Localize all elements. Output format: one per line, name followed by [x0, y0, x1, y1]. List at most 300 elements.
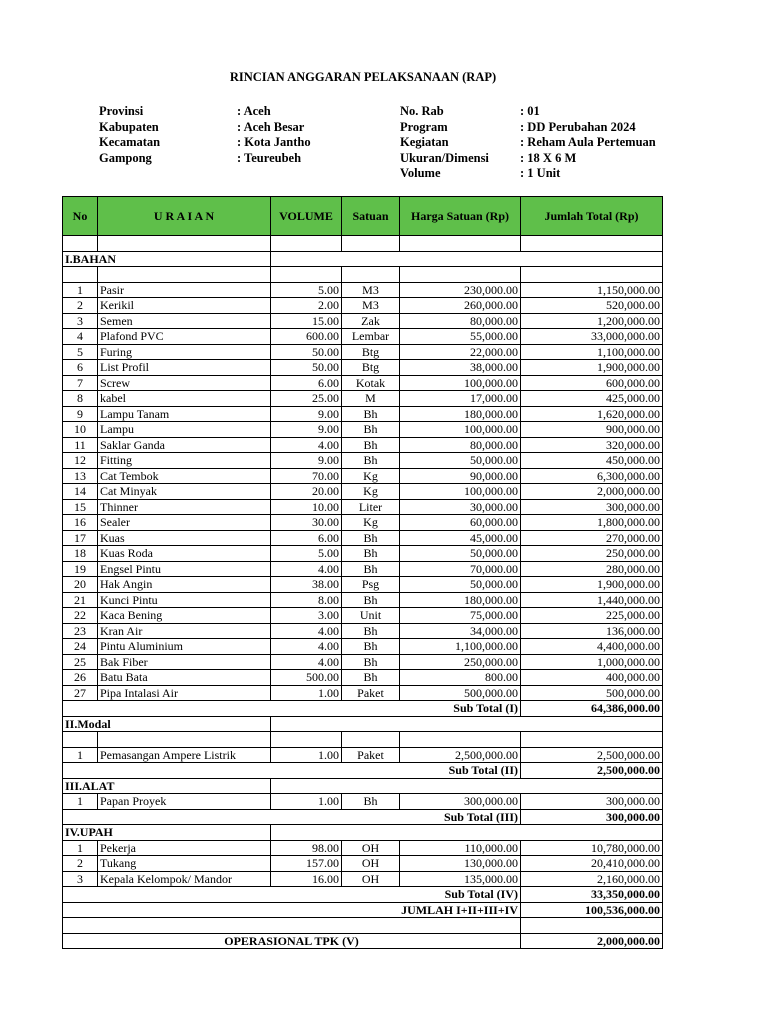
- table-row: [63, 515, 663, 531]
- item-volume: 4.00: [271, 561, 342, 577]
- subtotal-spacer: [63, 701, 400, 717]
- grand-total-value: 100,536,000.00: [521, 902, 663, 918]
- item-jumlah-total: 400,000.00: [521, 670, 663, 686]
- item-no: 1: [63, 840, 98, 856]
- info-label: Kabupaten: [99, 119, 159, 134]
- item-satuan: Bh: [342, 623, 400, 639]
- blank-row: [63, 732, 663, 748]
- item-harga-satuan: 2,500,000.00: [400, 747, 521, 763]
- subtotal-value: 64,386,000.00: [521, 701, 663, 717]
- item-no: 22: [63, 608, 98, 624]
- item-volume: 30.00: [271, 515, 342, 531]
- subtotal-value: 33,350,000.00: [521, 887, 663, 903]
- table-row: [63, 437, 663, 453]
- info-label: Provinsi: [99, 104, 144, 118]
- subtotal-value: 300,000.00: [521, 809, 663, 825]
- section-title: IV.UPAH: [63, 825, 271, 841]
- table-row: [63, 654, 663, 670]
- section-filler: [271, 778, 663, 794]
- item-jumlah-total: 10,780,000.00: [521, 840, 663, 856]
- item-satuan: Paket: [342, 685, 400, 701]
- table-row: [63, 856, 663, 872]
- item-uraian: Batu Bata: [98, 670, 271, 686]
- blank-cell: [63, 732, 98, 748]
- item-harga-satuan: 90,000.00: [400, 468, 521, 484]
- table-row: [63, 484, 663, 500]
- item-uraian: Pemasangan Ampere Listrik: [98, 747, 271, 763]
- item-jumlah-total: 1,200,000.00: [521, 313, 663, 329]
- item-no: 12: [63, 453, 98, 469]
- item-satuan: Bh: [342, 561, 400, 577]
- blank-cell: [271, 267, 342, 283]
- item-volume: 4.00: [271, 639, 342, 655]
- subtotal-row: [63, 809, 663, 825]
- table-row: [63, 344, 663, 360]
- item-jumlah-total: 6,300,000.00: [521, 468, 663, 484]
- item-jumlah-total: 1,000,000.00: [521, 654, 663, 670]
- item-harga-satuan: 17,000.00: [400, 391, 521, 407]
- item-uraian: Sealer: [98, 515, 271, 531]
- item-no: 20: [63, 577, 98, 593]
- item-harga-satuan: 800.00: [400, 670, 521, 686]
- item-volume: 6.00: [271, 530, 342, 546]
- item-harga-satuan: 38,000.00: [400, 360, 521, 376]
- item-volume: 4.00: [271, 654, 342, 670]
- item-jumlah-total: 450,000.00: [521, 453, 663, 469]
- item-no: 21: [63, 592, 98, 608]
- item-no: 3: [63, 871, 98, 887]
- info-label: Program: [400, 119, 448, 134]
- item-jumlah-total: 1,900,000.00: [521, 577, 663, 593]
- item-volume: 2.00: [271, 298, 342, 314]
- blank-cell: [98, 236, 271, 252]
- item-satuan: Kg: [342, 468, 400, 484]
- info-value: : Aceh: [237, 104, 271, 118]
- table-row: [63, 422, 663, 438]
- item-no: 8: [63, 391, 98, 407]
- info-value: : Kota Jantho: [237, 135, 311, 150]
- item-jumlah-total: 2,160,000.00: [521, 871, 663, 887]
- info-value: : 01: [520, 104, 540, 118]
- item-no: 1: [63, 747, 98, 763]
- item-no: 17: [63, 530, 98, 546]
- item-harga-satuan: 1,100,000.00: [400, 639, 521, 655]
- item-jumlah-total: 425,000.00: [521, 391, 663, 407]
- table-row: [63, 391, 663, 407]
- item-satuan: Bh: [342, 546, 400, 562]
- item-volume: 5.00: [271, 546, 342, 562]
- item-jumlah-total: 1,150,000.00: [521, 282, 663, 298]
- blank-cell: [342, 236, 400, 252]
- item-uraian: Kuas: [98, 530, 271, 546]
- item-uraian: Pintu Aluminium: [98, 639, 271, 655]
- item-volume: 16.00: [271, 871, 342, 887]
- subtotal-label: Sub Total (III): [400, 809, 521, 825]
- table-row: [63, 840, 663, 856]
- blank-cell: [271, 732, 342, 748]
- table-row: [63, 530, 663, 546]
- item-satuan: Kg: [342, 515, 400, 531]
- item-satuan: Kg: [342, 484, 400, 500]
- item-harga-satuan: 50,000.00: [400, 577, 521, 593]
- item-no: 2: [63, 298, 98, 314]
- item-volume: 8.00: [271, 592, 342, 608]
- info-label: Volume: [400, 166, 441, 181]
- subtotal-value: 2,500,000.00: [521, 763, 663, 779]
- item-uraian: Lampu Tanam: [98, 406, 271, 422]
- item-no: 1: [63, 282, 98, 298]
- item-jumlah-total: 2,000,000.00: [521, 484, 663, 500]
- item-satuan: Bh: [342, 639, 400, 655]
- section-row: [63, 778, 663, 794]
- item-no: 25: [63, 654, 98, 670]
- item-volume: 600.00: [271, 329, 342, 345]
- item-satuan: Bh: [342, 437, 400, 453]
- blank-cell: [400, 236, 521, 252]
- blank-cell: [400, 267, 521, 283]
- table-row: [63, 329, 663, 345]
- item-harga-satuan: 34,000.00: [400, 623, 521, 639]
- item-jumlah-total: 1,800,000.00: [521, 515, 663, 531]
- item-jumlah-total: 900,000.00: [521, 422, 663, 438]
- item-jumlah-total: 4,400,000.00: [521, 639, 663, 655]
- section-filler: [271, 825, 663, 841]
- item-harga-satuan: 80,000.00: [400, 437, 521, 453]
- section-title: III.ALAT: [63, 778, 271, 794]
- blank-cell: [521, 267, 663, 283]
- section-title: II.Modal: [63, 716, 271, 732]
- item-volume: 157.00: [271, 856, 342, 872]
- item-harga-satuan: 180,000.00: [400, 592, 521, 608]
- item-jumlah-total: 250,000.00: [521, 546, 663, 562]
- item-uraian: Pekerja: [98, 840, 271, 856]
- item-uraian: Kunci Pintu: [98, 592, 271, 608]
- item-uraian: Lampu: [98, 422, 271, 438]
- item-jumlah-total: 300,000.00: [521, 499, 663, 515]
- info-values-left: [237, 104, 311, 166]
- section-filler: [271, 716, 663, 732]
- item-jumlah-total: 320,000.00: [521, 437, 663, 453]
- table-row: [63, 499, 663, 515]
- subtotal-spacer: [63, 763, 400, 779]
- info-value: : DD Perubahan 2024: [520, 119, 636, 134]
- table-row: [63, 313, 663, 329]
- item-satuan: M3: [342, 298, 400, 314]
- blank-cell: [63, 236, 98, 252]
- header-jumlah-total: Jumlah Total (Rp): [521, 197, 663, 236]
- item-volume: 20.00: [271, 484, 342, 500]
- info-value: : Aceh Besar: [237, 119, 305, 134]
- item-no: 18: [63, 546, 98, 562]
- item-harga-satuan: 100,000.00: [400, 375, 521, 391]
- item-satuan: Paket: [342, 747, 400, 763]
- table-row: [63, 623, 663, 639]
- item-uraian: Bak Fiber: [98, 654, 271, 670]
- blank-cell: [521, 236, 663, 252]
- header-satuan: Satuan: [342, 197, 400, 236]
- item-no: 15: [63, 499, 98, 515]
- item-volume: 50.00: [271, 360, 342, 376]
- item-jumlah-total: 520,000.00: [521, 298, 663, 314]
- item-volume: 6.00: [271, 375, 342, 391]
- item-satuan: Btg: [342, 360, 400, 376]
- item-jumlah-total: 300,000.00: [521, 794, 663, 810]
- subtotal-spacer: [63, 809, 400, 825]
- item-volume: 38.00: [271, 577, 342, 593]
- table-row: [63, 592, 663, 608]
- item-no: 7: [63, 375, 98, 391]
- item-no: 13: [63, 468, 98, 484]
- item-uraian: Kerikil: [98, 298, 271, 314]
- blank-cell: [98, 732, 271, 748]
- item-no: 5: [63, 344, 98, 360]
- item-uraian: Kran Air: [98, 623, 271, 639]
- item-no: 16: [63, 515, 98, 531]
- item-harga-satuan: 55,000.00: [400, 329, 521, 345]
- subtotal-label: Sub Total (I): [400, 701, 521, 717]
- item-uraian: Fitting: [98, 453, 271, 469]
- item-volume: 25.00: [271, 391, 342, 407]
- item-harga-satuan: 50,000.00: [400, 546, 521, 562]
- blank-row: [63, 918, 663, 934]
- item-no: 1: [63, 794, 98, 810]
- item-no: 24: [63, 639, 98, 655]
- item-uraian: Saklar Ganda: [98, 437, 271, 453]
- item-uraian: List Profil: [98, 360, 271, 376]
- item-satuan: Psg: [342, 577, 400, 593]
- item-satuan: Bh: [342, 530, 400, 546]
- subtotal-row: [63, 887, 663, 903]
- item-uraian: Furing: [98, 344, 271, 360]
- item-no: 19: [63, 561, 98, 577]
- grand-total-row: [63, 902, 663, 918]
- item-harga-satuan: 300,000.00: [400, 794, 521, 810]
- blank-cell: [521, 732, 663, 748]
- item-jumlah-total: 1,620,000.00: [521, 406, 663, 422]
- item-jumlah-total: 20,410,000.00: [521, 856, 663, 872]
- item-no: 23: [63, 623, 98, 639]
- table-row: [63, 282, 663, 298]
- table-header-row: [63, 197, 663, 236]
- item-uraian: Pipa Intalasi Air: [98, 685, 271, 701]
- item-uraian: Engsel Pintu: [98, 561, 271, 577]
- item-harga-satuan: 135,000.00: [400, 871, 521, 887]
- subtotal-row: [63, 763, 663, 779]
- item-harga-satuan: 260,000.00: [400, 298, 521, 314]
- item-jumlah-total: 270,000.00: [521, 530, 663, 546]
- item-satuan: Bh: [342, 453, 400, 469]
- item-harga-satuan: 22,000.00: [400, 344, 521, 360]
- item-jumlah-total: 500,000.00: [521, 685, 663, 701]
- item-satuan: Zak: [342, 313, 400, 329]
- item-uraian: Tukang: [98, 856, 271, 872]
- item-no: 9: [63, 406, 98, 422]
- item-jumlah-total: 136,000.00: [521, 623, 663, 639]
- info-labels-right: [400, 104, 489, 182]
- item-harga-satuan: 100,000.00: [400, 422, 521, 438]
- item-harga-satuan: 60,000.00: [400, 515, 521, 531]
- item-jumlah-total: 1,900,000.00: [521, 360, 663, 376]
- item-satuan: Bh: [342, 422, 400, 438]
- subtotal-label: Sub Total (IV): [400, 887, 521, 903]
- item-jumlah-total: 225,000.00: [521, 608, 663, 624]
- item-volume: 9.00: [271, 406, 342, 422]
- item-volume: 50.00: [271, 344, 342, 360]
- table-row: [63, 453, 663, 469]
- item-satuan: M3: [342, 282, 400, 298]
- item-satuan: OH: [342, 871, 400, 887]
- item-harga-satuan: 230,000.00: [400, 282, 521, 298]
- section-row: [63, 716, 663, 732]
- item-satuan: Bh: [342, 670, 400, 686]
- section-row: [63, 251, 663, 267]
- item-uraian: Kuas Roda: [98, 546, 271, 562]
- table-row: [63, 546, 663, 562]
- item-uraian: Semen: [98, 313, 271, 329]
- blank-cell: [63, 267, 98, 283]
- item-satuan: Unit: [342, 608, 400, 624]
- operational-row: [63, 933, 663, 949]
- subtotal-row: [63, 701, 663, 717]
- section-row: [63, 825, 663, 841]
- item-no: 3: [63, 313, 98, 329]
- table-row: [63, 468, 663, 484]
- item-jumlah-total: 600,000.00: [521, 375, 663, 391]
- item-jumlah-total: 1,100,000.00: [521, 344, 663, 360]
- item-volume: 10.00: [271, 499, 342, 515]
- table-row: [63, 794, 663, 810]
- grand-total-label: JUMLAH I+II+III+IV: [63, 902, 521, 918]
- item-uraian: Pasir: [98, 282, 271, 298]
- table-row: [63, 298, 663, 314]
- info-label: Gampong: [99, 150, 152, 165]
- item-uraian: Kepala Kelompok/ Mandor: [98, 871, 271, 887]
- item-volume: 9.00: [271, 453, 342, 469]
- header-no: No: [63, 197, 98, 236]
- subtotal-spacer: [63, 887, 400, 903]
- item-volume: 1.00: [271, 747, 342, 763]
- item-satuan: Bh: [342, 406, 400, 422]
- item-no: 26: [63, 670, 98, 686]
- item-satuan: Liter: [342, 499, 400, 515]
- blank-cell: [63, 918, 521, 934]
- item-no: 27: [63, 685, 98, 701]
- item-volume: 9.00: [271, 422, 342, 438]
- item-no: 14: [63, 484, 98, 500]
- item-no: 6: [63, 360, 98, 376]
- item-jumlah-total: 280,000.00: [521, 561, 663, 577]
- budget-table-body: [63, 197, 663, 949]
- item-jumlah-total: 2,500,000.00: [521, 747, 663, 763]
- item-satuan: Lembar: [342, 329, 400, 345]
- table-row: [63, 685, 663, 701]
- table-row: [63, 406, 663, 422]
- info-label: Kecamatan: [99, 135, 161, 150]
- item-volume: 70.00: [271, 468, 342, 484]
- item-harga-satuan: 45,000.00: [400, 530, 521, 546]
- item-harga-satuan: 250,000.00: [400, 654, 521, 670]
- blank-cell: [521, 918, 663, 934]
- subtotal-label: Sub Total (II): [400, 763, 521, 779]
- blank-cell: [271, 236, 342, 252]
- section-filler: [271, 251, 663, 267]
- info-values-right: [520, 104, 656, 182]
- info-value: : Reham Aula Pertemuan: [520, 135, 656, 150]
- item-harga-satuan: 100,000.00: [400, 484, 521, 500]
- info-label: Kegiatan: [400, 135, 449, 150]
- operational-label: OPERASIONAL TPK (V): [63, 933, 521, 949]
- item-uraian: Plafond PVC: [98, 329, 271, 345]
- table-row: [63, 639, 663, 655]
- info-label: No. Rab: [400, 104, 444, 118]
- item-satuan: Bh: [342, 794, 400, 810]
- info-value: : 1 Unit: [520, 166, 561, 181]
- item-satuan: Kotak: [342, 375, 400, 391]
- item-harga-satuan: 130,000.00: [400, 856, 521, 872]
- item-harga-satuan: 110,000.00: [400, 840, 521, 856]
- item-no: 10: [63, 422, 98, 438]
- item-satuan: Btg: [342, 344, 400, 360]
- item-uraian: Papan Proyek: [98, 794, 271, 810]
- table-row: [63, 871, 663, 887]
- table-row: [63, 747, 663, 763]
- header-volume: VOLUME: [271, 197, 342, 236]
- item-jumlah-total: 33,000,000.00: [521, 329, 663, 345]
- item-volume: 3.00: [271, 608, 342, 624]
- item-harga-satuan: 70,000.00: [400, 561, 521, 577]
- item-volume: 1.00: [271, 794, 342, 810]
- table-row: [63, 360, 663, 376]
- item-uraian: Cat Minyak: [98, 484, 271, 500]
- item-satuan: OH: [342, 840, 400, 856]
- budget-table: [62, 196, 663, 949]
- item-volume: 4.00: [271, 437, 342, 453]
- table-row: [63, 561, 663, 577]
- item-satuan: Bh: [342, 592, 400, 608]
- item-no: 11: [63, 437, 98, 453]
- blank-cell: [98, 267, 271, 283]
- blank-cell: [342, 267, 400, 283]
- item-uraian: Cat Tembok: [98, 468, 271, 484]
- item-uraian: kabel: [98, 391, 271, 407]
- item-volume: 15.00: [271, 313, 342, 329]
- item-volume: 4.00: [271, 623, 342, 639]
- section-title: I.BAHAN: [63, 251, 271, 267]
- info-value: : Teureubeh: [237, 150, 302, 165]
- item-uraian: Hak Angin: [98, 577, 271, 593]
- item-satuan: M: [342, 391, 400, 407]
- item-uraian: Kaca Bening: [98, 608, 271, 624]
- blank-row: [63, 236, 663, 252]
- item-volume: 500.00: [271, 670, 342, 686]
- item-harga-satuan: 75,000.00: [400, 608, 521, 624]
- item-harga-satuan: 80,000.00: [400, 313, 521, 329]
- item-satuan: Bh: [342, 654, 400, 670]
- item-volume: 1.00: [271, 685, 342, 701]
- operational-value: 2,000,000.00: [521, 933, 663, 949]
- header-harga-satuan: Harga Satuan (Rp): [400, 197, 521, 236]
- item-harga-satuan: 500,000.00: [400, 685, 521, 701]
- item-volume: 98.00: [271, 840, 342, 856]
- info-labels-left: [99, 104, 160, 166]
- item-harga-satuan: 50,000.00: [400, 453, 521, 469]
- table-row: [63, 577, 663, 593]
- table-row: [63, 670, 663, 686]
- item-harga-satuan: 30,000.00: [400, 499, 521, 515]
- item-harga-satuan: 180,000.00: [400, 406, 521, 422]
- item-volume: 5.00: [271, 282, 342, 298]
- blank-row: [63, 267, 663, 283]
